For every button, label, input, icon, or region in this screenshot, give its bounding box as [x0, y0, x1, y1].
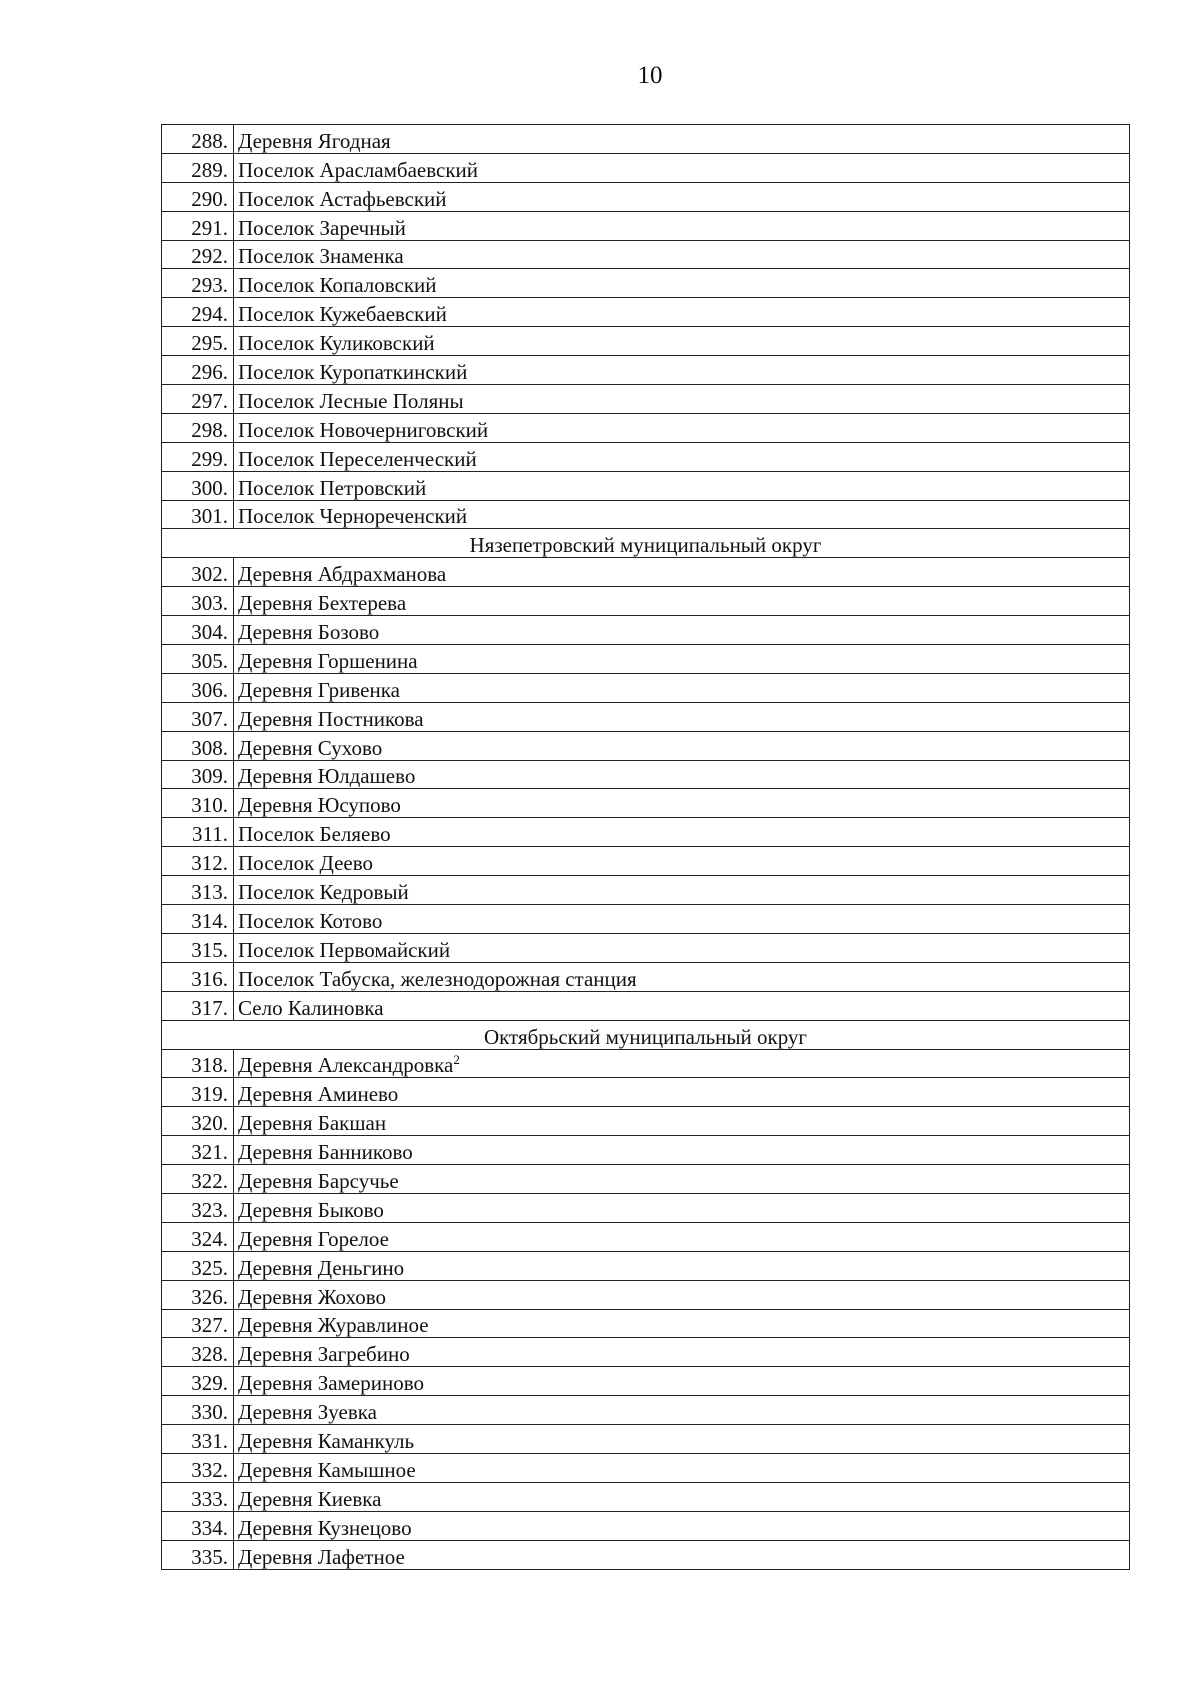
row-number: 335. — [162, 1540, 234, 1569]
settlement-cell — [234, 962, 1130, 991]
row-number: 291. — [162, 211, 234, 240]
settlement-name: Деревня Деньгино — [238, 1255, 405, 1280]
settlement-name: Деревня Аминево — [238, 1082, 399, 1107]
settlement-name: Поселок Арасламбаевский — [238, 157, 479, 182]
table-row — [162, 731, 1130, 760]
table-row — [162, 876, 1130, 905]
table-row — [162, 933, 1130, 962]
settlement-name: Деревня Журавлиное — [238, 1313, 429, 1338]
settlement-cell — [234, 413, 1130, 442]
settlement-name: Поселок Куликовский — [238, 331, 435, 356]
settlement-cell — [234, 1136, 1130, 1165]
settlement-name: Деревня Бакшан — [238, 1111, 387, 1136]
row-number: 307. — [162, 702, 234, 731]
settlement-cell — [234, 1107, 1130, 1136]
table-row — [162, 645, 1130, 674]
settlement-name: Деревня Зуевка — [238, 1400, 377, 1425]
settlement-cell — [234, 1049, 1130, 1078]
district-header-row — [162, 1020, 1130, 1049]
row-number: 296. — [162, 356, 234, 385]
row-number: 313. — [162, 876, 234, 905]
table-row — [162, 1165, 1130, 1194]
settlement-cell — [234, 645, 1130, 674]
settlement-cell — [234, 905, 1130, 934]
table-row — [162, 1136, 1130, 1165]
settlement-name: Деревня Бозово — [238, 620, 380, 645]
row-number: 319. — [162, 1078, 234, 1107]
settlement-name: Деревня Кузнецово — [238, 1515, 412, 1540]
row-number: 293. — [162, 269, 234, 298]
settlement-cell — [234, 385, 1130, 414]
settlement-name: Деревня Постникова — [238, 706, 424, 731]
table-row — [162, 125, 1130, 154]
settlement-name: Деревня Каманкуль — [238, 1428, 415, 1453]
row-number: 333. — [162, 1482, 234, 1511]
row-number: 298. — [162, 413, 234, 442]
table-row — [162, 991, 1130, 1020]
settlement-name: Деревня Быково — [238, 1197, 384, 1222]
row-number: 321. — [162, 1136, 234, 1165]
table-row — [162, 1193, 1130, 1222]
settlement-cell — [234, 760, 1130, 789]
row-number: 288. — [162, 125, 234, 154]
settlement-name: Поселок Копаловский — [238, 273, 437, 298]
table-row — [162, 1367, 1130, 1396]
table-row — [162, 702, 1130, 731]
settlement-cell — [234, 1540, 1130, 1569]
row-number: 331. — [162, 1425, 234, 1454]
settlement-name: Поселок Знаменка — [238, 244, 404, 269]
table-row — [162, 298, 1130, 327]
row-number: 311. — [162, 818, 234, 847]
settlement-cell — [234, 1193, 1130, 1222]
row-number: 289. — [162, 153, 234, 182]
settlement-name: Деревня Горшенина — [238, 648, 418, 673]
settlement-cell — [234, 789, 1130, 818]
settlement-cell — [234, 211, 1130, 240]
row-number: 316. — [162, 962, 234, 991]
table-row — [162, 500, 1130, 529]
settlement-name: Деревня Банниково — [238, 1140, 413, 1165]
table-row — [162, 385, 1130, 414]
settlement-name: Поселок Кужебаевский — [238, 302, 447, 327]
settlement-cell — [234, 298, 1130, 327]
settlement-name: Деревня Горелое — [238, 1226, 389, 1251]
table-row — [162, 1309, 1130, 1338]
settlement-name: Село Калиновка — [238, 995, 384, 1020]
settlement-name: Поселок Чернореченский — [238, 504, 468, 529]
settlement-name: Деревня Александровка — [238, 1053, 454, 1078]
table-row — [162, 962, 1130, 991]
settlement-cell — [234, 153, 1130, 182]
row-number: 306. — [162, 673, 234, 702]
settlement-name: Деревня Абдрахманова — [238, 562, 447, 587]
settlement-cell — [234, 125, 1130, 154]
table-row — [162, 905, 1130, 934]
table-row — [162, 1107, 1130, 1136]
row-number: 334. — [162, 1511, 234, 1540]
table-row — [162, 356, 1130, 385]
settlements-table-body — [162, 125, 1130, 1570]
row-number: 320. — [162, 1107, 234, 1136]
settlement-cell — [234, 702, 1130, 731]
settlement-cell — [234, 876, 1130, 905]
table-row — [162, 327, 1130, 356]
settlement-name: Поселок Астафьевский — [238, 186, 447, 211]
settlement-name: Деревня Жохово — [238, 1284, 386, 1309]
row-number: 302. — [162, 558, 234, 587]
table-row — [162, 182, 1130, 211]
table-row — [162, 153, 1130, 182]
settlement-cell — [234, 269, 1130, 298]
table-row — [162, 1078, 1130, 1107]
table-row — [162, 1396, 1130, 1425]
row-number: 295. — [162, 327, 234, 356]
settlement-cell — [234, 1222, 1130, 1251]
settlement-name: Деревня Лафетное — [238, 1544, 405, 1569]
settlement-cell — [234, 327, 1130, 356]
table-row — [162, 1425, 1130, 1454]
settlement-cell — [234, 731, 1130, 760]
settlement-name: Деревня Замериново — [238, 1371, 424, 1396]
settlement-name: Поселок Петровский — [238, 475, 427, 500]
table-row — [162, 1453, 1130, 1482]
settlement-name: Поселок Лесные Поляны — [238, 388, 464, 413]
row-number: 323. — [162, 1193, 234, 1222]
table-row — [162, 616, 1130, 645]
row-number: 329. — [162, 1367, 234, 1396]
row-number: 322. — [162, 1165, 234, 1194]
table-row — [162, 558, 1130, 587]
row-number: 324. — [162, 1222, 234, 1251]
table-row — [162, 1280, 1130, 1309]
settlement-name: Деревня Киевка — [238, 1486, 382, 1511]
table-row — [162, 442, 1130, 471]
footnote-marker: 2 — [453, 1052, 460, 1068]
table-row — [162, 1222, 1130, 1251]
settlement-cell — [234, 1511, 1130, 1540]
settlements-table — [161, 124, 1130, 1570]
table-row — [162, 587, 1130, 616]
settlement-cell — [234, 500, 1130, 529]
settlement-cell — [234, 818, 1130, 847]
settlement-cell — [234, 1280, 1130, 1309]
row-number: 299. — [162, 442, 234, 471]
row-number: 303. — [162, 587, 234, 616]
row-number: 328. — [162, 1338, 234, 1367]
row-number: 297. — [162, 385, 234, 414]
row-number: 318. — [162, 1049, 234, 1078]
row-number: 305. — [162, 645, 234, 674]
table-row — [162, 789, 1130, 818]
table-row — [162, 818, 1130, 847]
table-row — [162, 1338, 1130, 1367]
settlement-name: Деревня Загребино — [238, 1342, 410, 1367]
district-name: Октябрьский муниципальный округ — [162, 1020, 1130, 1049]
settlement-cell — [234, 1367, 1130, 1396]
settlement-cell — [234, 1338, 1130, 1367]
page-number: 10 — [637, 62, 663, 89]
row-number: 310. — [162, 789, 234, 818]
settlement-cell — [234, 356, 1130, 385]
settlement-cell — [234, 587, 1130, 616]
settlement-cell — [234, 1482, 1130, 1511]
table-row — [162, 760, 1130, 789]
settlement-cell — [234, 673, 1130, 702]
settlement-name: Деревня Камышное — [238, 1457, 416, 1482]
settlement-name: Поселок Куропаткинский — [238, 360, 468, 385]
settlement-cell — [234, 182, 1130, 211]
settlement-name: Деревня Гривенка — [238, 677, 400, 702]
table-row — [162, 269, 1130, 298]
settlement-cell — [234, 240, 1130, 269]
settlement-name: Поселок Кедровый — [238, 880, 409, 905]
settlement-name: Деревня Бехтерева — [238, 591, 407, 616]
district-name: Нязепетровский муниципальный округ — [162, 529, 1130, 558]
row-number: 304. — [162, 616, 234, 645]
settlement-cell — [234, 1453, 1130, 1482]
settlement-cell — [234, 1251, 1130, 1280]
table-row — [162, 1482, 1130, 1511]
table-row — [162, 1540, 1130, 1569]
row-number: 292. — [162, 240, 234, 269]
settlement-cell — [234, 616, 1130, 645]
table-row — [162, 847, 1130, 876]
settlement-name: Деревня Ягодная — [238, 128, 391, 153]
table-row — [162, 1049, 1130, 1078]
settlement-cell — [234, 1078, 1130, 1107]
table-row — [162, 1251, 1130, 1280]
settlement-name: Поселок Деево — [238, 851, 374, 876]
row-number: 300. — [162, 471, 234, 500]
row-number: 294. — [162, 298, 234, 327]
table-row — [162, 471, 1130, 500]
row-number: 315. — [162, 933, 234, 962]
settlement-cell — [234, 442, 1130, 471]
settlement-cell — [234, 933, 1130, 962]
settlement-name: Поселок Беляево — [238, 822, 391, 847]
row-number: 290. — [162, 182, 234, 211]
row-number: 301. — [162, 500, 234, 529]
settlement-name: Поселок Заречный — [238, 215, 406, 240]
table-row — [162, 211, 1130, 240]
table-row — [162, 673, 1130, 702]
settlement-cell — [234, 1396, 1130, 1425]
settlement-name: Поселок Переселенческий — [238, 446, 477, 471]
settlement-cell — [234, 1425, 1130, 1454]
row-number: 317. — [162, 991, 234, 1020]
settlement-cell — [234, 558, 1130, 587]
district-header-row — [162, 529, 1130, 558]
settlement-cell — [234, 471, 1130, 500]
settlement-name: Поселок Первомайский — [238, 937, 451, 962]
settlement-name: Деревня Сухово — [238, 735, 383, 760]
settlement-cell — [234, 991, 1130, 1020]
table-row — [162, 240, 1130, 269]
row-number: 325. — [162, 1251, 234, 1280]
settlement-cell — [234, 1165, 1130, 1194]
table-row — [162, 1511, 1130, 1540]
row-number: 326. — [162, 1280, 234, 1309]
row-number: 314. — [162, 905, 234, 934]
row-number: 330. — [162, 1396, 234, 1425]
settlement-cell — [234, 1309, 1130, 1338]
settlement-name: Поселок Табуска, железнодорожная станция — [238, 966, 637, 991]
settlement-name: Деревня Юлдашево — [238, 764, 416, 789]
settlement-name: Поселок Новочерниговский — [238, 417, 489, 442]
row-number: 309. — [162, 760, 234, 789]
row-number: 332. — [162, 1453, 234, 1482]
settlement-name: Деревня Барсучье — [238, 1168, 399, 1193]
row-number: 308. — [162, 731, 234, 760]
settlement-name: Поселок Котово — [238, 908, 383, 933]
settlement-name: Деревня Юсупово — [238, 793, 401, 818]
table-row — [162, 413, 1130, 442]
row-number: 312. — [162, 847, 234, 876]
settlement-cell — [234, 847, 1130, 876]
row-number: 327. — [162, 1309, 234, 1338]
